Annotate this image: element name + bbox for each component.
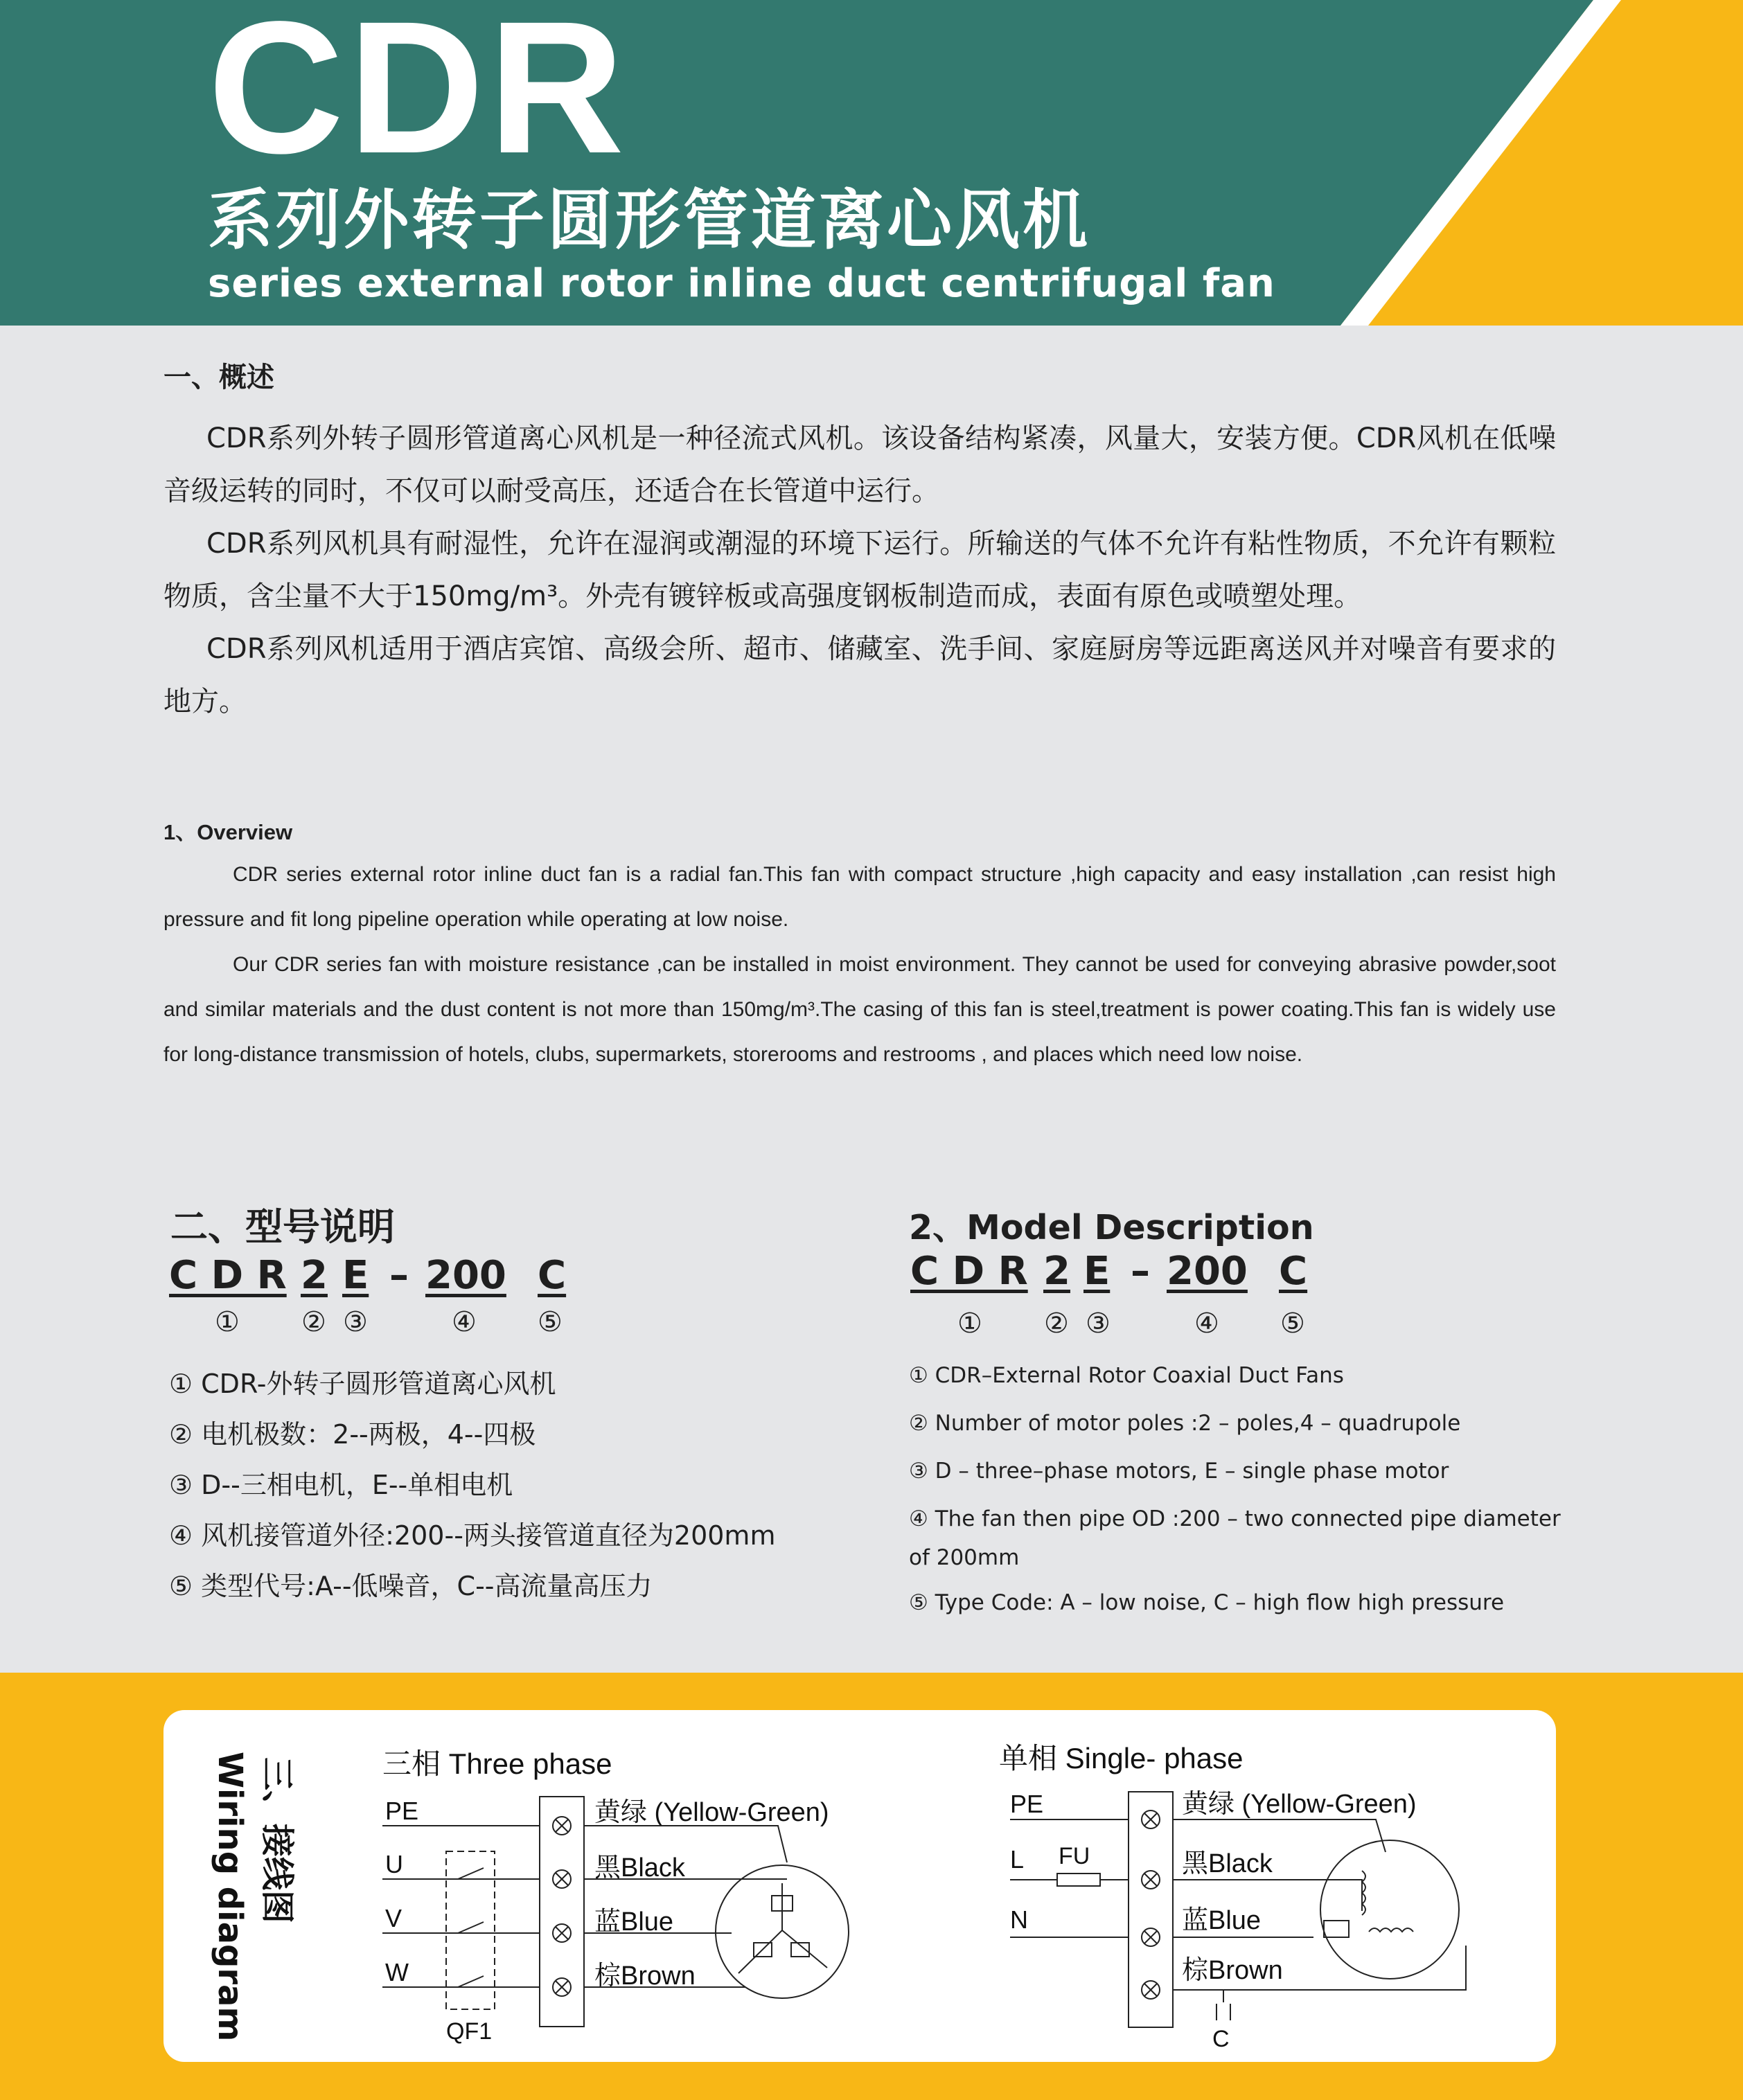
capacitor-label: C (1212, 2026, 1230, 2052)
overview-heading-en: 1、Overview (163, 820, 293, 844)
wiring-card (163, 1710, 1556, 2062)
three-phase-diagram (382, 1747, 849, 2045)
wiring-heading-cn: 三、接线图 (258, 1757, 297, 1924)
mark-1: ① (215, 1306, 240, 1338)
motor-single-phase (1320, 1840, 1459, 1979)
mark-3: ③ (343, 1306, 368, 1338)
model-list-cn (169, 1359, 775, 1612)
overview-paragraph-en: CDR series external rotor inline duct fan is a radial fan.This fan with compact structure ,high capacity and easy installation ,can resist high pressure and fit long pipeline operation while operating at low noise. (163, 863, 1556, 931)
wire-label: 蓝Blue (1182, 1906, 1262, 1935)
list-item: ① CDR–External Rotor Coaxial Duct Fans (909, 1363, 1344, 1388)
terminal-block (1129, 1792, 1173, 2027)
brand-title: CDR (208, 0, 629, 193)
single-phase-diagram (999, 1742, 1466, 2052)
code-series: C D R (910, 1249, 1028, 1294)
input-label: W (385, 1958, 409, 1986)
code-type: C (538, 1253, 567, 1298)
wire-label: 黑Black (1182, 1849, 1273, 1878)
fuse-label: FU (1059, 1843, 1090, 1869)
list-item: ③ D – three–phase motors, E – single phase motor (909, 1459, 1449, 1484)
overview-body-cn (163, 412, 1556, 728)
overview-paragraph-cn: CDR系列风机具有耐湿性，允许在湿润或潮湿的环境下运行。所输送的气体不允许有粘性物质，不允许有颗粒物质，含尘量不大于150mg/m³。外壳有镀锌板或高强度钢板制造而成，表面有原色或喷塑处理。 (163, 528, 1556, 612)
wire-label: 棕Brown (594, 1961, 696, 1991)
code-poles: 2 (1043, 1249, 1070, 1294)
wire-label: 蓝Blue (594, 1907, 674, 1937)
mark-1: ① (957, 1308, 982, 1340)
terminal (1142, 1810, 1160, 1828)
mark-4: ④ (1194, 1308, 1219, 1340)
product-title-cn: 系列外转子圆形管道离心风机 (208, 183, 1091, 258)
terminal (553, 1870, 571, 1888)
terminal-block (540, 1797, 584, 2027)
mark-5: ⑤ (538, 1306, 563, 1338)
code-motor-type: E (1083, 1249, 1111, 1294)
overview-body-en (163, 852, 1556, 1077)
code-series: C D R (169, 1253, 287, 1298)
list-item: ② 电机极数：2--两极，4--四极 (169, 1419, 536, 1450)
wire-label: 黄绿 (Yellow-Green) (594, 1798, 829, 1827)
model-code-cn (169, 1254, 585, 1298)
input-label: PE (385, 1797, 419, 1825)
wire-label: 黑Black (594, 1853, 685, 1883)
three-phase-title: 三相 Three phase (382, 1747, 612, 1780)
input-label: L (1010, 1845, 1025, 1874)
model-list-en (909, 1356, 1567, 1631)
single-phase-title: 单相 Single- phase (999, 1742, 1244, 1774)
input-label: N (1010, 1905, 1028, 1934)
input-label: V (385, 1904, 402, 1932)
terminal (553, 1924, 571, 1942)
model-code-en (910, 1249, 1326, 1294)
model-heading-en: 2、Model Description (909, 1208, 1314, 1247)
fuse (1057, 1874, 1100, 1886)
list-item: ② Number of motor poles :2 – poles,4 – quadrupole (909, 1411, 1461, 1436)
terminal (1142, 1928, 1160, 1946)
code-dash: – (389, 1253, 409, 1298)
breaker-label: QF1 (446, 2018, 493, 2045)
wiring-diagram (163, 1710, 1556, 2062)
terminal (1142, 1981, 1160, 1999)
list-item: ③ D--三相电机，E--单相电机 (169, 1470, 513, 1500)
list-item: ④ The fan then pipe OD :200 – two connected pipe diameter of 200mm (909, 1506, 1561, 1570)
code-poles: 2 (301, 1253, 328, 1298)
list-item: ④ 风机接管道外径:200--两头接管道直径为200mm (169, 1520, 776, 1551)
overview-paragraph-cn: CDR系列风机适用于酒店宾馆、高级会所、超市、储藏室、洗手间、家庭厨房等远距离送风并对噪音有要求的地方。 (163, 633, 1556, 718)
mark-2: ② (301, 1306, 326, 1338)
terminal (1142, 1871, 1160, 1889)
input-label: U (385, 1850, 403, 1878)
wiring-heading (211, 1752, 297, 2041)
header-banner (0, 0, 1743, 326)
mark-2: ② (1044, 1308, 1069, 1340)
code-motor-type: E (342, 1253, 369, 1298)
list-item: ⑤ Type Code: A – low noise, C – high flow high pressure (909, 1590, 1505, 1615)
code-dash: – (1131, 1249, 1150, 1294)
winding (1324, 1921, 1349, 1937)
winding (1369, 1928, 1413, 1932)
mark-4: ④ (452, 1306, 477, 1338)
code-type: C (1279, 1249, 1308, 1294)
terminal (553, 1817, 571, 1835)
overview-paragraph-cn: CDR系列外转子圆形管道离心风机是一种径流式风机。该设备结构紧凑，风量大，安装方便。CDR风机在低噪音级运转的同时，不仅可以耐受高压，还适合在长管道中运行。 (163, 422, 1556, 507)
code-diameter: 200 (425, 1253, 506, 1298)
terminal (553, 1978, 571, 1996)
wiring-heading-en: Wiring diagram (211, 1752, 249, 2042)
input-label: PE (1010, 1790, 1044, 1818)
list-item: ⑤ 类型代号:A--低噪音，C--高流量高压力 (169, 1571, 653, 1601)
code-marks-cn (215, 1308, 575, 1339)
wire-label: 棕Brown (1182, 1956, 1283, 1985)
model-heading-cn: 二、型号说明 (170, 1205, 395, 1249)
mark-5: ⑤ (1280, 1308, 1305, 1340)
product-title-en: series external rotor inline duct centrifugal fan (208, 261, 1275, 306)
mark-3: ③ (1086, 1308, 1111, 1340)
overview-heading-cn: 一、概述 (163, 362, 274, 393)
overview-paragraph-en: Our CDR series fan with moisture resistance ,can be installed in moist environment. They cannot be used for conveying abrasive powder,soot and similar materials and the dust content is not more than 150mg/m³.The casing of this fan is steel,treatment is power coating.This fan is widely use for long-distance transmission of hotels, clubs, supermarkets, storerooms and restrooms , and places which need low noise. (163, 953, 1556, 1066)
code-marks-en (957, 1310, 1318, 1340)
breaker-box (446, 1851, 495, 2009)
code-diameter: 200 (1167, 1249, 1248, 1294)
list-item: ① CDR-外转子圆形管道离心风机 (169, 1369, 556, 1399)
wire-label: 黄绿 (Yellow-Green) (1182, 1790, 1417, 1819)
